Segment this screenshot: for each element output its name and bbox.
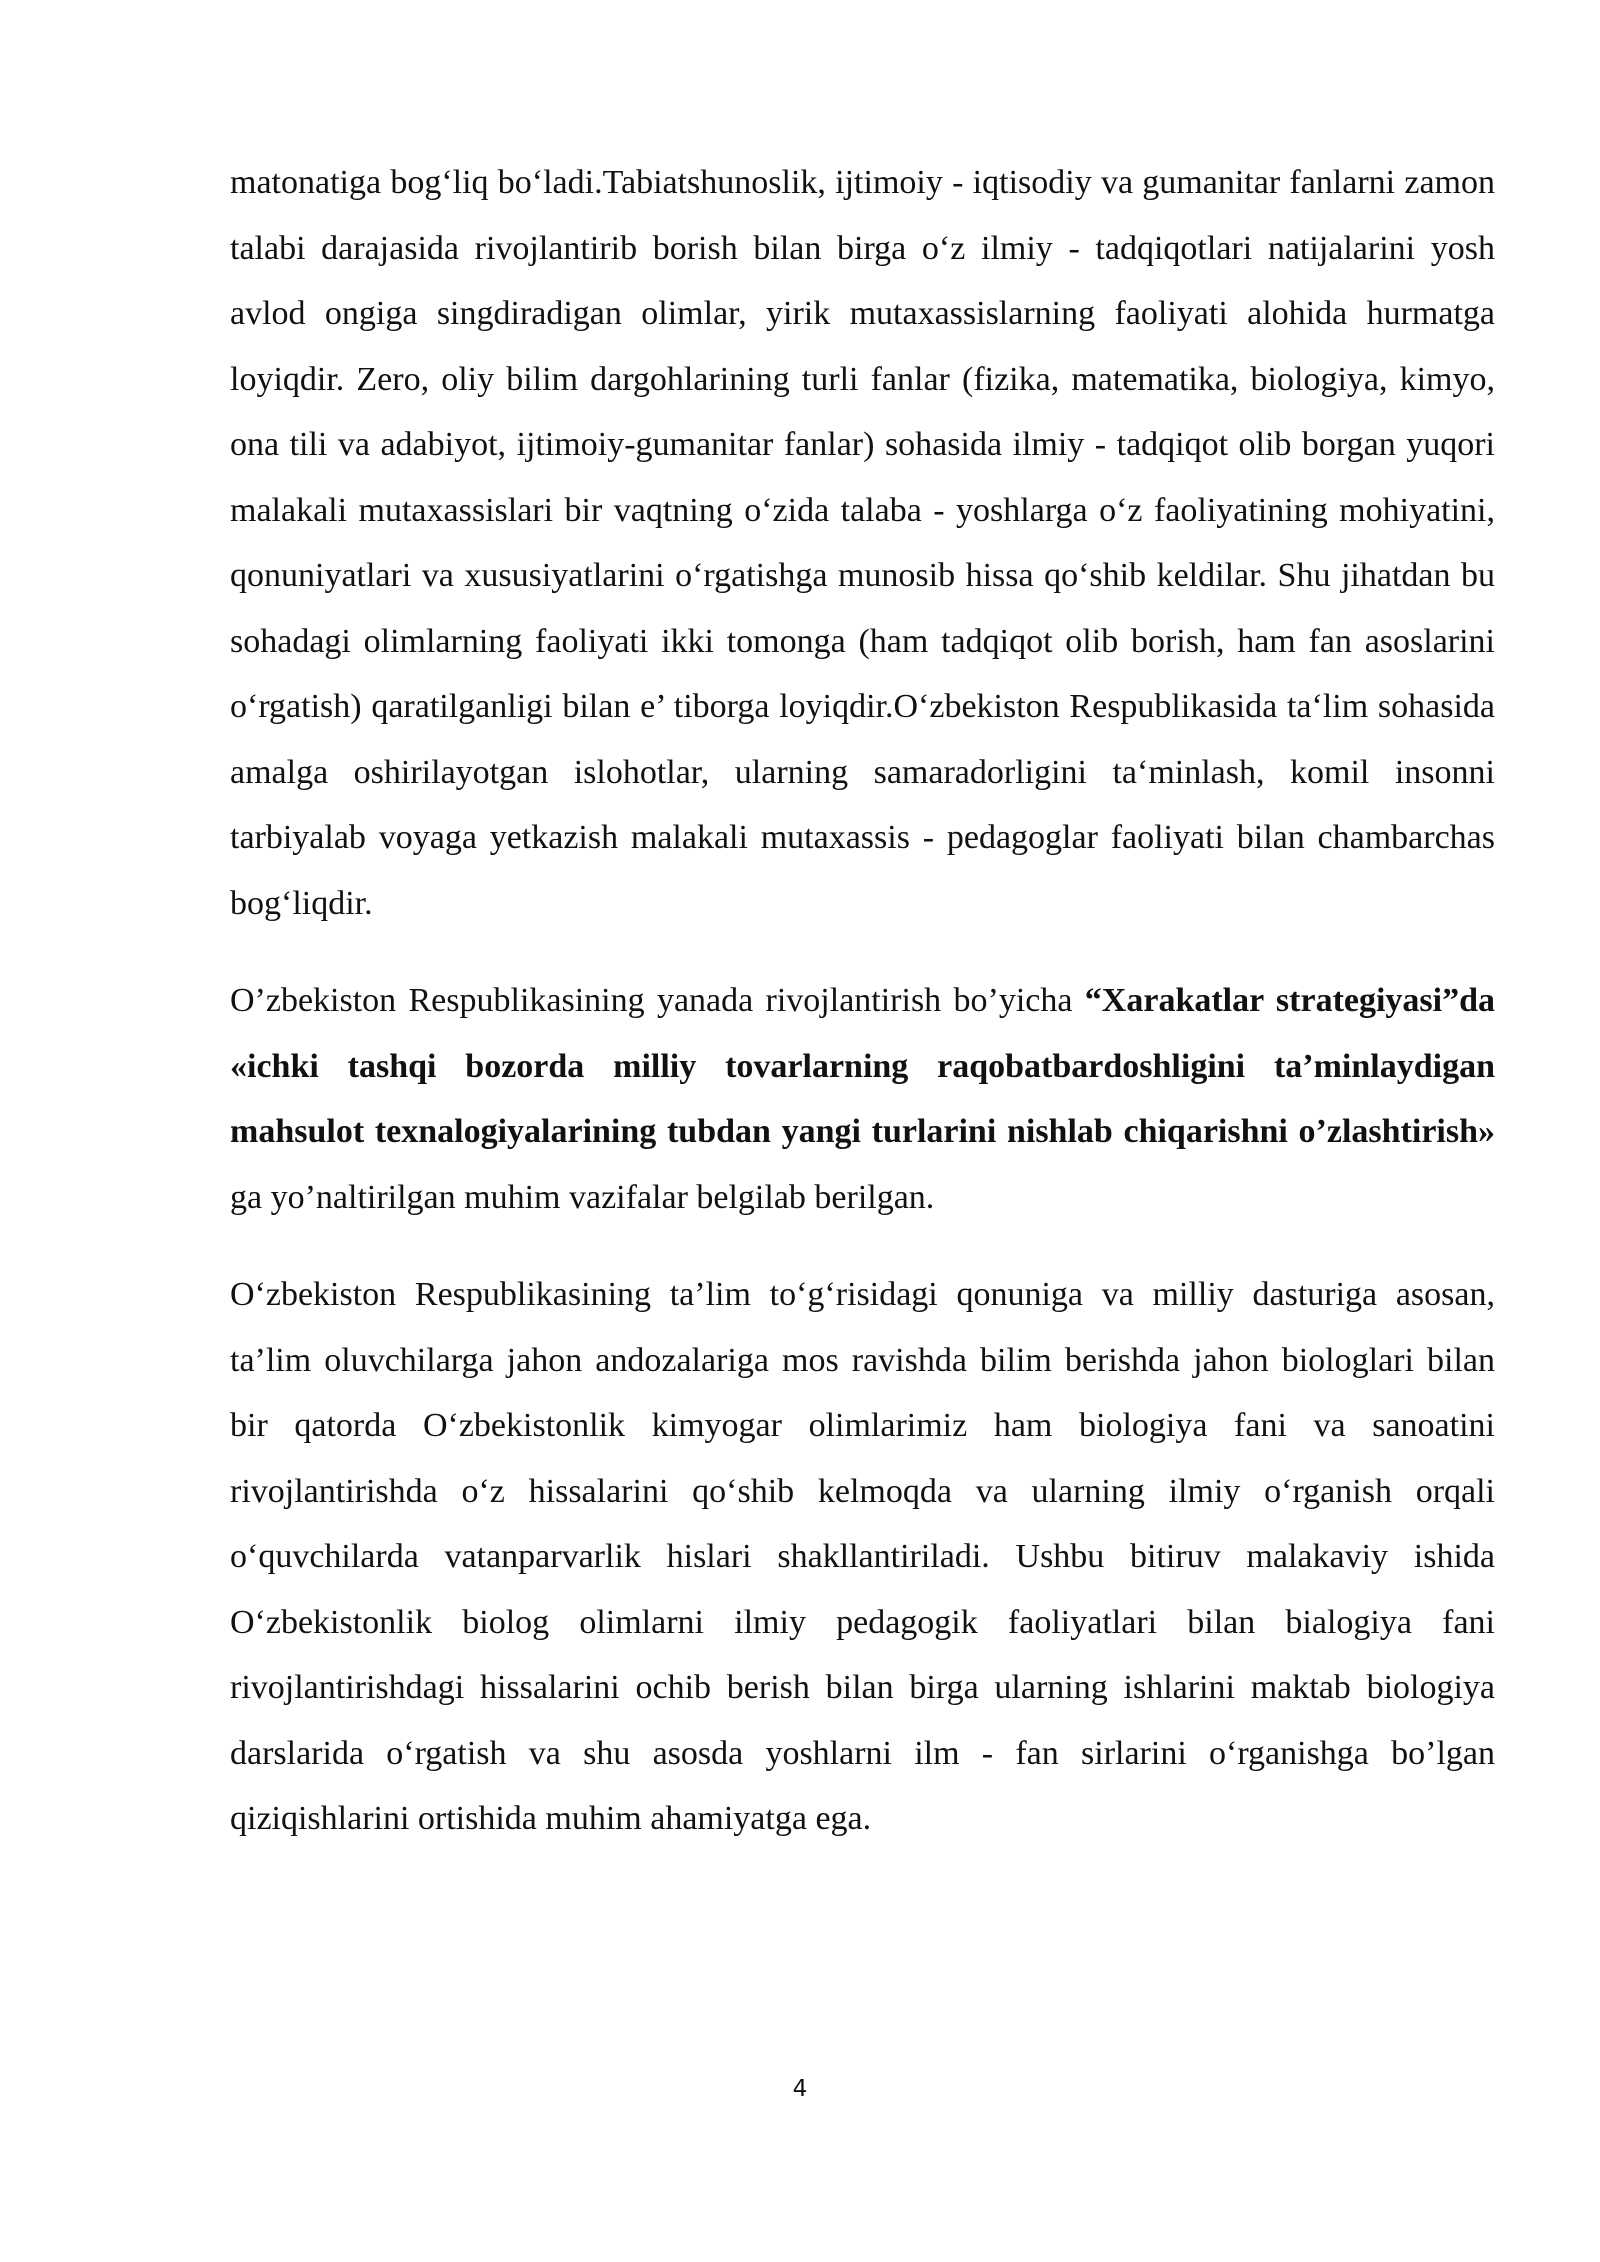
document-body (230, 150, 1495, 1852)
paragraph-1: matonatiga bog‘liq bo‘ladi.Tabiatshunoslik, ijtimoiy - iqtisodiy va gumanitar fanlarni zamon talabi darajasida rivojlantirib borish bilan birga o‘z ilmiy - tadqiqotlari natijalarini yosh avlod ongiga singdiradigan olimlar, yirik mutaxassislarning faoliyati alohida hurmatga loyiqdir. Zero, oliy bilim dargohlarining turli fanlar (fizika, matematika, biologiya, kimyo, ona tili va adabiyot, ijtimoiy-gumanitar fanlar) sohasida ilmiy - tadqiqot olib borgan yuqori malakali mutaxassislari bir vaqtning o‘zida talaba - yoshlarga o‘z faoliyatining mohiyatini, qonuniyatlari va xususiyatlarini o‘rgatishga munosib hissa qo‘shib keldilar. Shu jihatdan bu sohadagi olimlarning faoliyati ikki tomonga (ham tadqiqot olib borish, ham fan asoslarini o‘rgatish) qaratilganligi bilan e’ tiborga loyiqdir.O‘zbekiston Respublikasida ta‘lim sohasida amalga oshirilayotgan islohotlar, ularning samaradorligini ta‘minlash, komil insonni tarbiyalab voyaga yetkazish malakali mutaxassis - pedagoglar faoliyati bilan chambarchas bog‘liqdir. (230, 164, 1495, 922)
paragraph-3: O‘zbekiston Respublikasining ta’lim to‘g‘risidagi qonuniga va milliy dasturiga asosan, ta’lim oluvchilarga jahon andozalariga mos ravishda bilim berishda jahon biologlari bilan bir qatorda O‘zbekistonlik kimyogar olimlarimiz ham biologiya fani va sanoatini rivojlantirishda o‘z hissalarini qo‘shib kelmoqda va ularning ilmiy o‘rganish orqali o‘quvchilarda vatanparvarlik hislari shakllantiriladi. Ushbu bitiruv malakaviy ishida O‘zbekistonlik biolog olimlarni ilmiy pedagogik faoliyatlari bilan bialogiya fani rivojlantirishdagi hissalarini ochib berish bilan birga ularning ishlarini maktab biologiya darslarida o‘rgatish va shu asosda yoshlarni ilm - fan sirlarini o‘rganishga bo’lgan qiziqishlarini ortishida muhim ahamiyatga ega. (230, 1276, 1495, 1837)
paragraph-2-lead: O’zbekiston Respublikasining yanada rivojlantirish bo’yicha (230, 982, 1085, 1019)
page-number: 4 (792, 2076, 808, 2102)
paragraph-2-bold-quote: “Xarakatlar strategiyasi”da «ichki tashqi bozorda milliy tovarlarning raqobatbardoshligini ta’minlaydigan mahsulot texnalogiyalarining tubdan yangi turlarini nishlab chiqarishni o’zlashtirish» (230, 982, 1496, 1150)
paragraph-2-tail: ga yo’naltirilgan muhim vazifalar belgilab berilgan. (230, 1178, 935, 1216)
paragraph-2 (230, 968, 1495, 1230)
